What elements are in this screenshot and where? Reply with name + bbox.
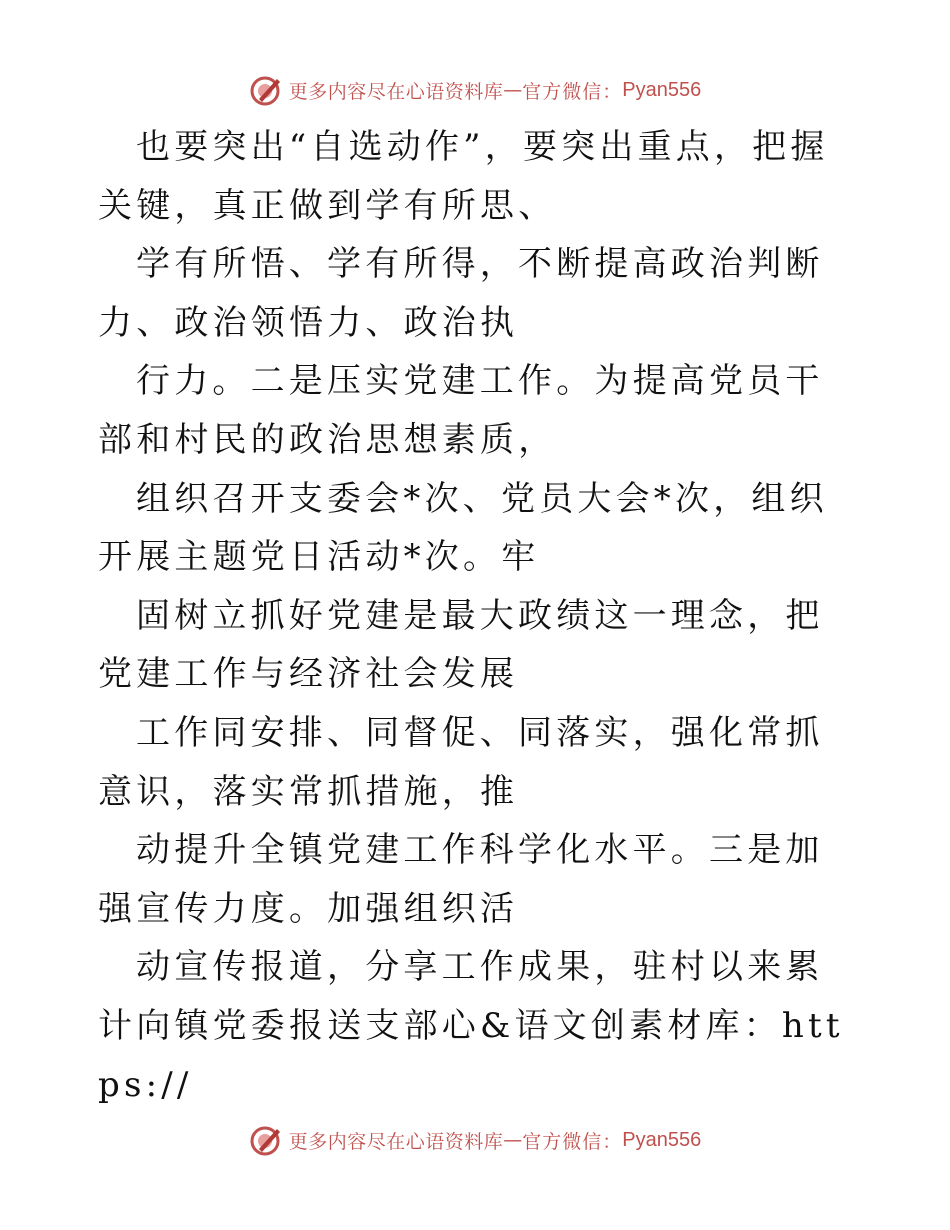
paragraph-7: 动提升全镇党建工作科学化水平。三是加强宣传力度。加强组织活 — [98, 830, 824, 929]
paragraph-5: 固树立抓好党建是最大政绩这一理念，把党建工作与经济社会发展 — [98, 595, 824, 695]
footer-separator: — — [503, 1129, 523, 1151]
paragraph-3: 行力。二是压实党建工作。为提高党员干部和村民的政治思想素质， — [98, 361, 824, 460]
header-watermark — [0, 70, 950, 110]
header-contact-id: Pyan556 — [622, 78, 702, 101]
paragraph-8: 动宣传报道，分享工作成果，驻村以来累计向镇党委报送支部心&语文创素材库：https:// — [98, 947, 844, 1105]
paragraph-1: 也要突出“自选动作”，要突出重点，把握关键，真正做到学有所思、 — [98, 127, 829, 226]
pen-circle-logo-icon — [249, 1123, 283, 1157]
header-brand-text: 更多内容尽在心语资料库 — [288, 80, 504, 103]
paragraph-6: 工作同安排、同督促、同落实，强化常抓意识，落实常抓措施，推 — [98, 712, 824, 812]
paragraph-2: 学有所悟、学有所得，不断提高政治判断力、政治领悟力、政治执 — [98, 244, 824, 343]
header-separator: — — [503, 79, 523, 101]
pen-circle-logo-icon — [249, 73, 283, 107]
header-contact-label: 官方微信： — [522, 80, 623, 103]
footer-contact-id: Pyan556 — [622, 1128, 702, 1151]
footer-watermark — [0, 1120, 950, 1160]
document-body — [98, 118, 858, 1114]
paragraph-4: 组织召开支委会*次、党员大会*次，组织开展主题党日活动*次。牢 — [98, 478, 828, 578]
footer-contact-label: 官方微信： — [522, 1130, 623, 1153]
footer-brand-text: 更多内容尽在心语资料库 — [288, 1130, 504, 1153]
